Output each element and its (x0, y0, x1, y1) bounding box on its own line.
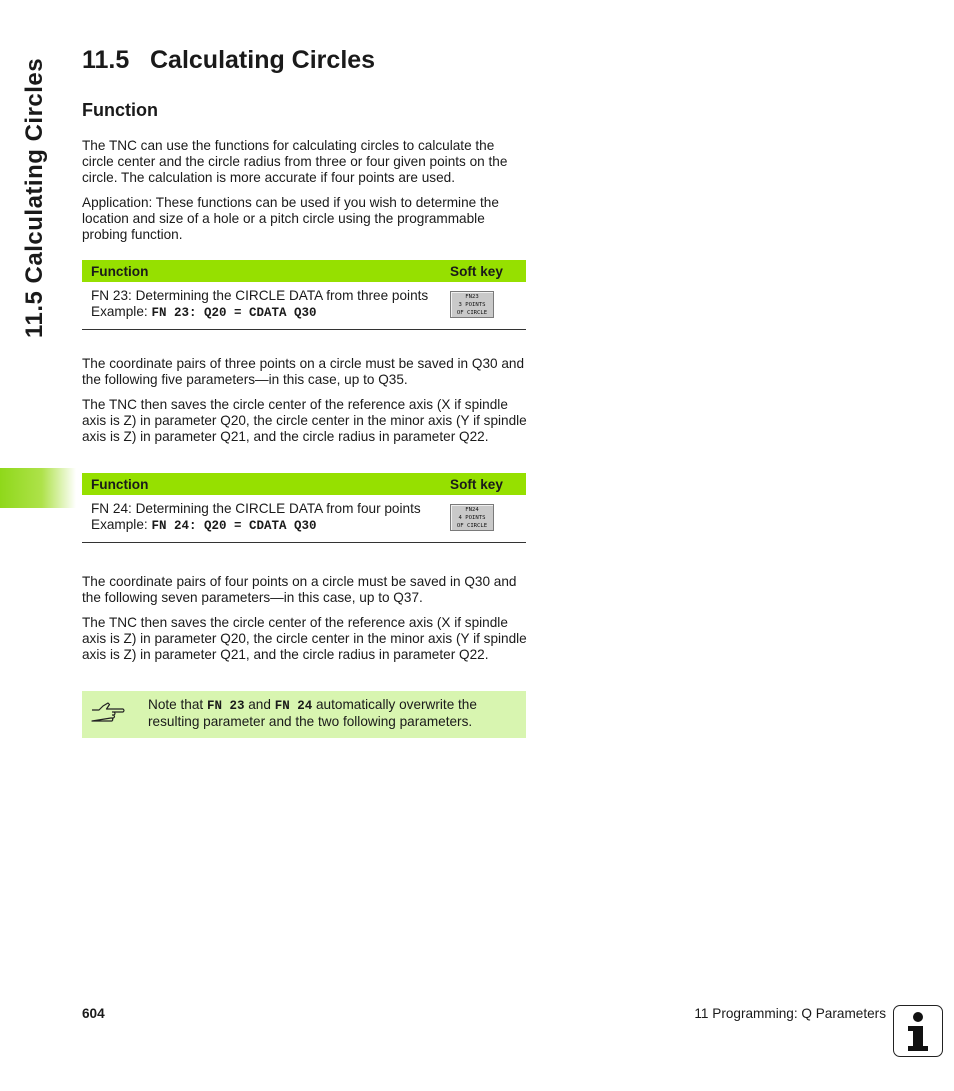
function-description: FN 23: Determining the CIRCLE DATA from three points (91, 288, 429, 303)
example-code: FN 23: Q20 = CDATA Q30 (151, 306, 317, 320)
footer-chapter: 11 Programming: Q Parameters (694, 1006, 886, 1021)
paragraph-three-points: The coordinate pairs of three points on a circle must be saved in Q30 and the following five parameters—in this case, up to Q35. (82, 356, 525, 387)
page-number: 604 (82, 1006, 105, 1021)
note-text-part: automatically overwrite the resulting parameter and the two following parameters. (148, 697, 477, 729)
paragraph-application: Application: These functions can be used if you wish to determine the location and size of a hole or a pitch circle using the programmable probing function. (82, 195, 499, 242)
softkey-fn23-button[interactable] (450, 291, 494, 318)
softkey-line: OF CIRCLE (456, 523, 488, 529)
section-title-text: Calculating Circles (150, 46, 376, 74)
paragraph-four-points: The coordinate pairs of four points on a circle must be saved in Q30 and the following seven parameters—in this case, up to Q37. (82, 574, 517, 605)
example-code: FN 24: Q20 = CDATA Q30 (151, 519, 317, 533)
note-box (82, 691, 526, 738)
note-code-fn23: FN 23 (206, 699, 245, 713)
column-header-softkey: Soft key (450, 473, 526, 495)
table-header-row (82, 260, 526, 282)
note-code-fn24: FN 24 (274, 699, 313, 713)
side-chapter-title (18, 48, 52, 338)
column-header-softkey: Soft key (450, 260, 526, 282)
table-header-row (82, 473, 526, 495)
softkey-line: FN24 (465, 507, 479, 513)
section-title (82, 46, 375, 75)
table-row (82, 282, 526, 330)
paragraph-result-fn24: The TNC then saves the circle center of the reference axis (X if spindle axis is Z) in parameter Q20, the circle center in the minor axis (Y if spindle axis is Z) in parameter Q21, and the circle radius in parameter Q22. (82, 615, 527, 662)
function-description: FN 24: Determining the CIRCLE DATA from four points (91, 501, 421, 516)
pointing-hand-icon (90, 701, 126, 727)
softkey-cell (450, 282, 526, 330)
info-glyph (894, 1006, 942, 1056)
function-table-fn23 (82, 260, 526, 330)
paragraph-result-fn23: The TNC then saves the circle center of the reference axis (X if spindle axis is Z) in parameter Q20, the circle center in the minor axis (Y if spindle axis is Z) in parameter Q21, and the circle radius in parameter Q22. (82, 397, 527, 444)
subheading: Function (82, 100, 158, 120)
function-description-cell (82, 282, 450, 330)
function-table-fn24 (82, 473, 526, 543)
note-text-part: Note that (148, 697, 207, 712)
chapter-tab-marker (0, 468, 76, 508)
softkey-line: 4 POINTS (458, 515, 486, 521)
section-number: 11.5 (82, 46, 130, 74)
column-header-function: Function (82, 473, 450, 495)
softkey-cell (450, 495, 526, 543)
softkey-line: 3 POINTS (458, 302, 486, 308)
column-header-function: Function (82, 260, 450, 282)
softkey-line: OF CIRCLE (456, 310, 488, 316)
softkey-line: FN23 (465, 294, 479, 300)
table-row (82, 495, 526, 543)
info-icon[interactable] (893, 1005, 943, 1057)
example-label: Example: (91, 304, 148, 319)
paragraph-intro: The TNC can use the functions for calculating circles to calculate the circle center and the circle radius from three or four given points on the circle. The calculation is more accurate if four points are used. (82, 138, 508, 185)
softkey-fn24-button[interactable] (450, 504, 494, 531)
function-description-cell (82, 495, 450, 543)
note-text (148, 697, 518, 730)
note-text-part: and (244, 697, 275, 712)
example-label: Example: (91, 517, 148, 532)
side-chapter-title-text: 11.5 Calculating Circles (21, 57, 48, 338)
